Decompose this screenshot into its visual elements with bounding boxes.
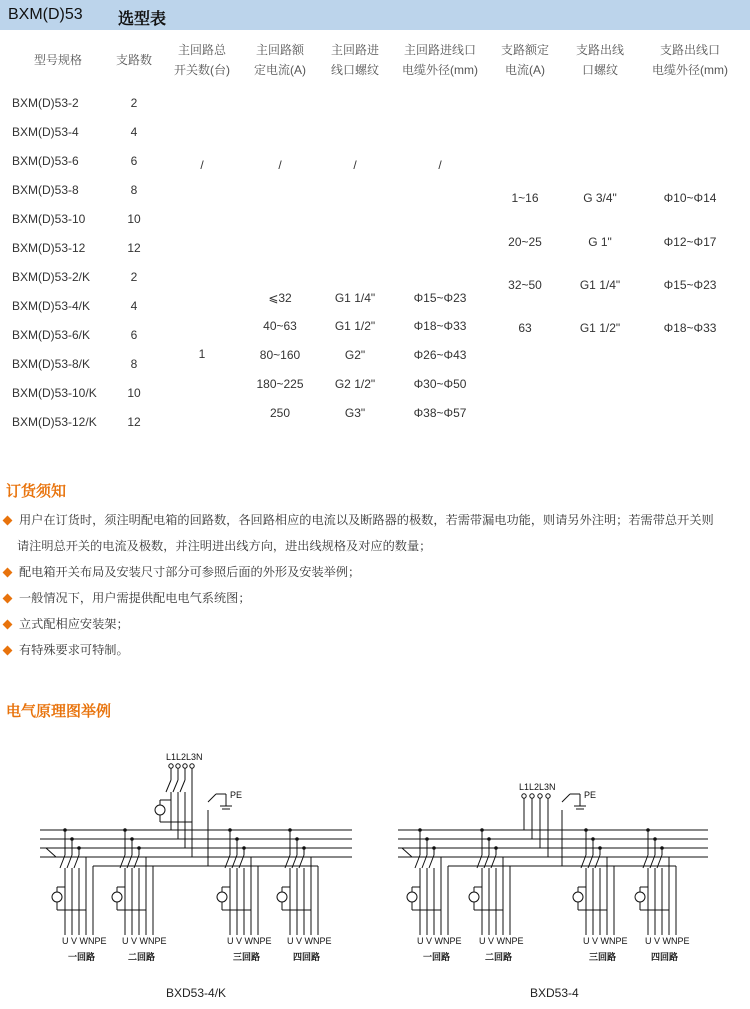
terminal-label: U V WNPE xyxy=(479,936,524,946)
terminal-label: U V WNPE xyxy=(417,936,462,946)
header-branch-current xyxy=(501,40,549,80)
branch-count: 2 xyxy=(130,270,138,284)
note-item xyxy=(0,589,251,606)
diagram-caption: BXD53-4 xyxy=(530,986,579,1000)
branch-current: 1~16 xyxy=(511,191,539,205)
header-branch-cable-line2: 电缆外径(mm) xyxy=(652,63,728,77)
diamond-bullet-icon xyxy=(3,515,13,525)
note-item xyxy=(0,641,129,658)
header-branch-thread-line1: 支路出线 xyxy=(575,43,625,57)
header-main-current-line2: 定电流(A) xyxy=(254,63,306,77)
circuit-label: 三回路 xyxy=(589,952,617,962)
circuit-label: 四回路 xyxy=(651,952,679,962)
branch-cable: Φ10~Φ14 xyxy=(663,191,717,205)
no-main-switch-count: / xyxy=(200,158,204,172)
no-main-switch-cable: / xyxy=(438,158,442,172)
title-model: BXM(D)53 xyxy=(8,6,83,23)
branch-thread: G1 1/2" xyxy=(579,321,621,335)
diamond-bullet-icon xyxy=(3,567,13,577)
main-current: ⩽32 xyxy=(268,291,292,305)
branch-count: 8 xyxy=(130,183,138,197)
circuit-label: 一回路 xyxy=(68,952,96,962)
no-main-switch-current: / xyxy=(278,158,282,172)
note-item xyxy=(0,615,129,632)
main-current: 250 xyxy=(269,406,291,420)
circuit-label: 一回路 xyxy=(423,952,451,962)
main-cable: Φ38~Φ57 xyxy=(413,406,467,420)
branch-count: 6 xyxy=(130,154,138,168)
branch-current: 32~50 xyxy=(508,278,542,292)
header-main-cable-line1: 主回路进线口 xyxy=(403,43,476,57)
model-name: BXM(D)53-12/K xyxy=(12,415,97,429)
note-text: 立式配相应安装架； xyxy=(19,617,129,631)
diagram-caption: BXD53-4/K xyxy=(166,986,227,1000)
schematic-diagrams xyxy=(0,740,750,980)
main-cable: Φ18~Φ33 xyxy=(413,319,467,333)
branch-count: 10 xyxy=(127,212,141,226)
main-thread: G2" xyxy=(344,348,366,362)
branch-cable: Φ18~Φ33 xyxy=(663,321,717,335)
model-name: BXM(D)53-4 xyxy=(12,125,79,139)
header-main-switch-line2: 开关数(台) xyxy=(174,63,230,77)
branch-thread: G1 1/4" xyxy=(579,278,621,292)
branch-count: 8 xyxy=(130,357,138,371)
header-main-cable-line2: 电缆外径(mm) xyxy=(402,63,478,77)
header-branch-cable-line1: 支路出线口 xyxy=(659,43,720,57)
main-current: 80~160 xyxy=(259,348,301,362)
model-name: BXM(D)53-4/K xyxy=(12,299,91,313)
note-continuation: 请注明总开关的电流及极数，并注明进出线方向，进出线规格及对应的数量； xyxy=(17,539,432,553)
header-branches: 支路数 xyxy=(115,53,153,67)
main-thread: G3" xyxy=(344,406,366,420)
main-current: 180~225 xyxy=(256,377,304,391)
main-cable: Φ15~Φ23 xyxy=(413,291,467,305)
branch-count: 2 xyxy=(130,96,138,110)
header-main-switch xyxy=(174,40,230,80)
header-branch-thread xyxy=(576,40,624,80)
header-main-thread-line1: 主回路进 xyxy=(330,43,380,57)
note-item xyxy=(0,563,360,580)
model-name: BXM(D)53-10 xyxy=(12,212,86,226)
circuit-label: 二回路 xyxy=(128,952,156,962)
terminal-label: U V WNPE xyxy=(287,936,332,946)
title-label: 选型表 xyxy=(118,11,167,28)
branch-cable: Φ12~Φ17 xyxy=(663,235,717,249)
header-branch-current-line1: 支路额定 xyxy=(500,43,550,57)
note-text: 有特殊要求可特制。 xyxy=(19,643,129,657)
header-main-thread-line2: 线口螺纹 xyxy=(330,63,380,77)
main-thread: G1 1/4" xyxy=(334,291,376,305)
pe-label: PE xyxy=(230,790,243,800)
branch-count: 4 xyxy=(130,125,138,139)
main-current: 40~63 xyxy=(263,319,297,333)
branch-current: 63 xyxy=(518,321,532,335)
no-main-switch-thread: / xyxy=(353,158,357,172)
circuit-label: 二回路 xyxy=(485,952,513,962)
header-branch-thread-line2: 口螺纹 xyxy=(581,63,619,77)
note-item xyxy=(0,511,714,528)
circuit-label: 四回路 xyxy=(293,952,321,962)
note-text: 一般情况下，用户需提供配电电气系统图； xyxy=(19,591,251,605)
branch-thread: G 3/4" xyxy=(583,191,617,205)
header-main-thread xyxy=(331,40,379,80)
main-cable: Φ30~Φ50 xyxy=(413,377,467,391)
branch-count: 12 xyxy=(127,415,141,429)
ordering-heading: 订货须知 xyxy=(6,483,67,500)
header-model: 型号规格 xyxy=(33,53,83,67)
model-name: BXM(D)53-2/K xyxy=(12,270,91,284)
diamond-bullet-icon xyxy=(3,619,13,629)
model-name: BXM(D)53-6 xyxy=(12,154,79,168)
terminal-label: U V WNPE xyxy=(122,936,167,946)
terminal-label: U V WNPE xyxy=(227,936,272,946)
diamond-bullet-icon xyxy=(3,645,13,655)
diamond-bullet-icon xyxy=(3,593,13,603)
note-text: 用户在订货时，须注明配电箱的回路数，各回路相应的电流以及断路器的极数，若需带漏电功能，则请另外注明；若需带总开关则 xyxy=(19,513,714,527)
model-name: BXM(D)53-12 xyxy=(12,241,86,255)
main-switch-count: 1 xyxy=(198,347,206,361)
note-text: 配电箱开关布局及安装尺寸部分可参照后面的外形及安装举例； xyxy=(19,565,361,579)
main-thread: G1 1/2" xyxy=(334,319,376,333)
branch-thread: G 1" xyxy=(588,235,612,249)
main-cable: Φ26~Φ43 xyxy=(413,348,467,362)
branch-count: 12 xyxy=(127,241,141,255)
model-name: BXM(D)53-10/K xyxy=(12,386,97,400)
branch-count: 10 xyxy=(127,386,141,400)
branch-cable: Φ15~Φ23 xyxy=(663,278,717,292)
terminal-label: U V WNPE xyxy=(583,936,628,946)
header-main-switch-line1: 主回路总 xyxy=(177,43,226,57)
terminal-label: U V WNPE xyxy=(62,936,107,946)
branch-count: 6 xyxy=(130,328,138,342)
pe-label: PE xyxy=(584,790,597,800)
supply-label: L1L2L3N xyxy=(519,782,556,792)
header-branch-current-line2: 电流(A) xyxy=(504,63,545,77)
terminal-label: U V WNPE xyxy=(645,936,690,946)
supply-label: L1L2L3N xyxy=(166,752,203,762)
model-name: BXM(D)53-2 xyxy=(12,96,79,110)
selection-table xyxy=(0,0,750,450)
header-branch-cable xyxy=(652,40,728,80)
model-name: BXM(D)53-8/K xyxy=(12,357,91,371)
branch-current: 20~25 xyxy=(508,235,542,249)
header-main-current xyxy=(254,40,306,80)
model-name: BXM(D)53-8 xyxy=(12,183,79,197)
header-main-current-line1: 主回路额 xyxy=(255,43,304,57)
header-main-cable xyxy=(402,40,478,80)
model-name: BXM(D)53-6/K xyxy=(12,328,91,342)
main-thread: G2 1/2" xyxy=(334,377,376,391)
circuit-label: 三回路 xyxy=(233,952,261,962)
branch-count: 4 xyxy=(130,299,138,313)
schematic-heading: 电气原理图举例 xyxy=(6,703,112,720)
